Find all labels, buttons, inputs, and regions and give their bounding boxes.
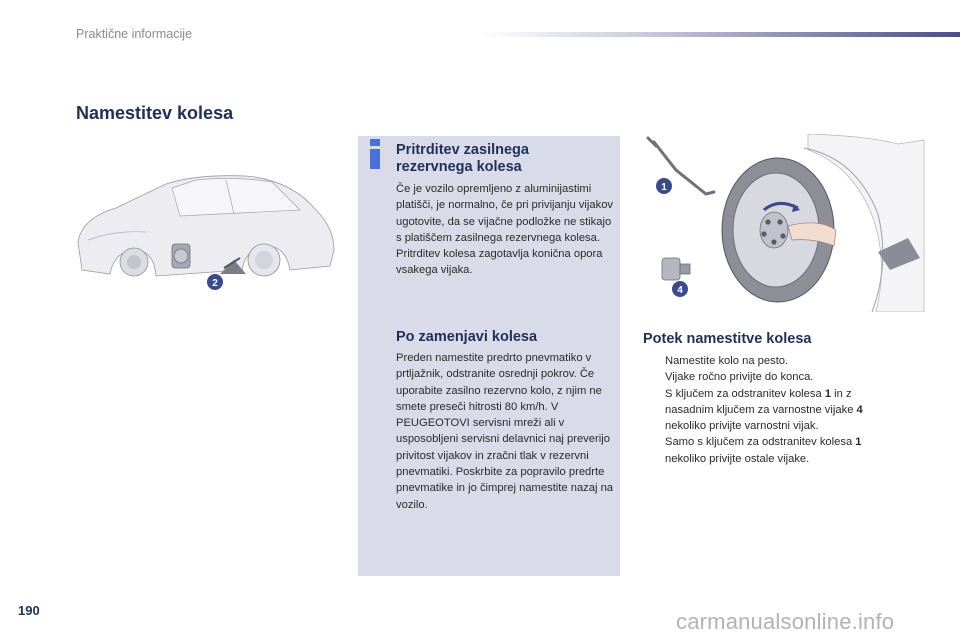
procedure-step: Namestite kolo na pesto.: [665, 355, 789, 367]
procedure-step: Vijake ročno privijte do konca.: [665, 371, 814, 384]
info-heading-spare-line1: Pritrditev zasilnega: [396, 142, 529, 158]
info-paragraph-spare: Če je vozilo opremljeno z aluminijastimi platišči, je normalno, če pri privijanju vijakov ugotovite, da se vijačne podložke ne stikajo s platiščem zasilnega rezervnega kolesa. Pritrditev kolesa zagotavlja konična opora vsakega vijaka.: [396, 183, 614, 277]
callout-4: [672, 281, 688, 297]
procedure-step: S ključem za odstranitev kolesa 1 in z nasadnim ključem za varnostne vijake 4 nekoliko privijte varnostni vijak.: [665, 387, 863, 433]
callout-2: [207, 274, 223, 290]
info-heading-after-change: Po zamenjavi kolesa: [396, 329, 538, 345]
info-heading-spare-line2: rezervnega kolesa: [396, 159, 522, 175]
procedure-heading: Potek namestitve kolesa: [643, 331, 812, 347]
procedure-steps: [643, 353, 883, 467]
section-title: Namestitev kolesa: [76, 103, 234, 123]
svg-text:2: 2: [212, 278, 218, 289]
wheel-illustration: [628, 134, 928, 312]
procedure-step: Samo s ključem za odstranitev kolesa 1 nekoliko privijte ostale vijake.: [665, 436, 862, 465]
callout-1: [656, 178, 672, 194]
car-jack-illustration: [76, 170, 338, 300]
page-number: 190: [18, 603, 40, 618]
site-watermark: carmanualsonline.info: [676, 609, 895, 634]
svg-text:1: 1: [661, 182, 667, 193]
svg-text:4: 4: [677, 285, 683, 296]
header-rule: [480, 32, 960, 37]
chapter-header: Praktične informacije: [76, 27, 193, 41]
info-paragraph-after-change: Preden namestite predrto pnevmatiko v prtljažnik, odstranite osrednji pokrov. Če uporabite zasilno rezervno kolo, z njim ne smete preseči hitrosti 80 km/h. V PEUGEOTOVI servisni mreži ali v usposobljeni servisni delavnici naj preverijo privitost vijakov in zračni tlak v rezervni pnevmatiki. Poskrbite za popravilo predrte pnevmatike in jo čimprej namestite nazaj na vozilo.: [396, 352, 614, 511]
info-icon: [368, 139, 382, 169]
